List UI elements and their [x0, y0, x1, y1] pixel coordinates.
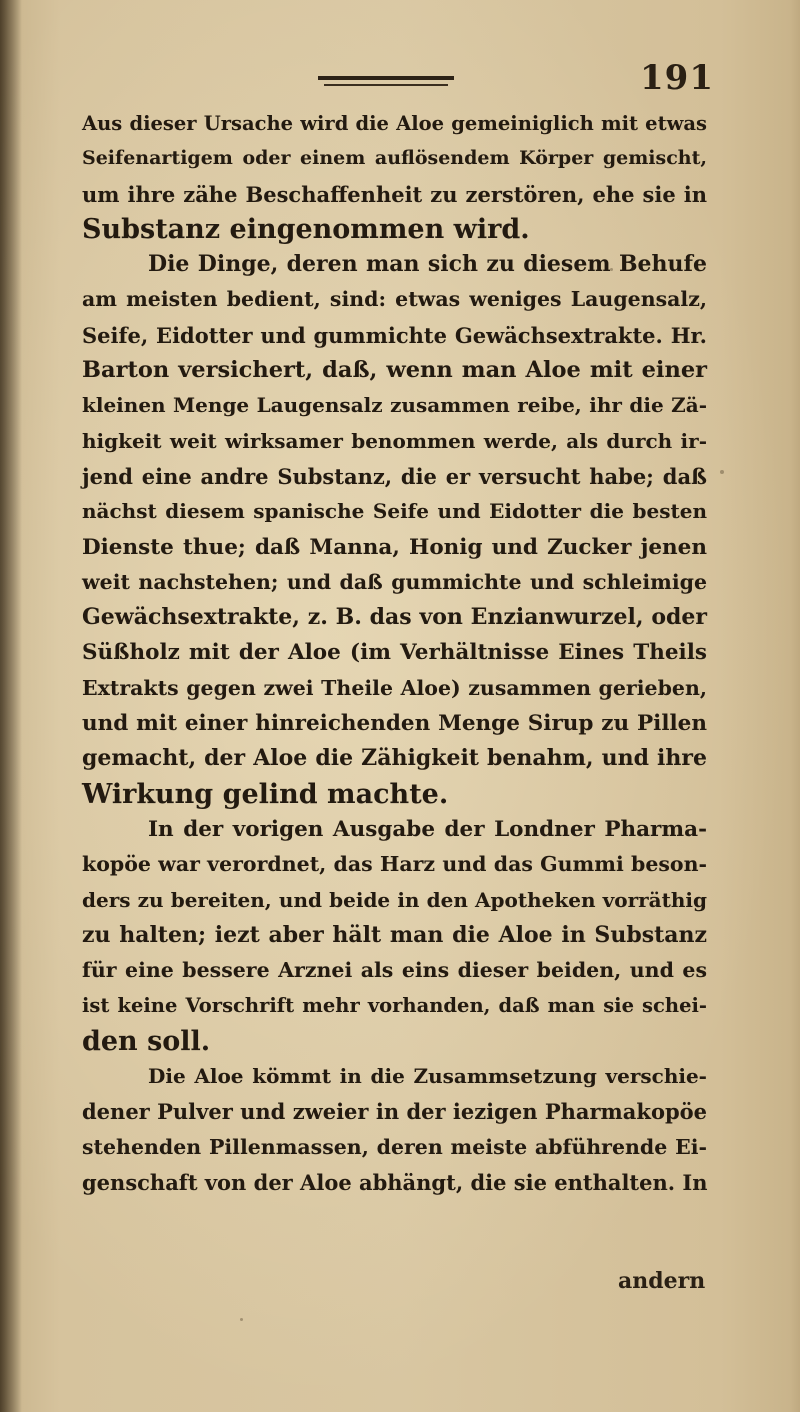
- text-line: Dienste thue; daß Manna, Honig und Zucker jenen: [82, 534, 707, 560]
- text-line: Extrakts gegen zwei Theile Aloe) zusammen gerieben,: [82, 675, 707, 700]
- text-line: In der vorigen Ausgabe der Londner Pharma-: [148, 816, 707, 842]
- text-line: Süßholz mit der Aloe (im Verhältnisse Eines Theils: [82, 640, 707, 666]
- text-line: um ihre zähe Beschaffenheit zu zerstören, ehe sie in: [82, 181, 707, 207]
- text-line: ist keine Vorschrift mehr vorhanden, daß man sie schei-: [82, 994, 707, 1018]
- header-rule: [318, 76, 454, 88]
- text-line: genschaft von der Aloe abhängt, die sie enthalten. In: [82, 1169, 708, 1195]
- text-line: stehenden Pillenmassen, deren meiste abführende Ei-: [82, 1134, 707, 1159]
- text-line: Barton versichert, daß, wenn man Aloe mit einer: [82, 357, 707, 384]
- text-line: Seifenartigem oder einem auflösendem Körper gemischt,: [82, 147, 707, 170]
- body-text: [82, 106, 707, 1200]
- text-line: ders zu bereiten, und beide in den Apotheken vorräthig: [82, 887, 707, 912]
- text-line: dener Pulver und zweier in der iezigen Pharmakopöe: [82, 1099, 707, 1125]
- text-line: kleinen Menge Laugensalz zusammen reibe, ihr die Zä-: [82, 393, 707, 418]
- text-line: nächst diesem spanische Seife und Eidotter die besten: [82, 499, 707, 524]
- text-line: jend eine andre Substanz, die er versucht habe; daß: [82, 463, 707, 489]
- text-line: und mit einer hinreichenden Menge Sirup zu Pillen: [82, 711, 707, 737]
- text-line: Wirkung gelind machte.: [82, 778, 449, 810]
- text-line: higkeit weit wirksamer benommen werde, als durch ir-: [82, 428, 707, 453]
- text-line: zu halten; iezt aber hält man die Aloe in Substanz: [82, 921, 707, 948]
- text-line: für eine bessere Arznei als eins dieser beiden, und es: [82, 958, 707, 983]
- text-line: Die Dinge, deren man sich zu diesem Behufe: [148, 251, 707, 278]
- spine-shadow: [0, 0, 22, 1412]
- text-line: am meisten bedient, sind: etwas weniges Laugensalz,: [82, 287, 707, 312]
- header-rule-thick: [318, 76, 454, 80]
- text-line: Substanz eingenommen wird.: [82, 213, 530, 245]
- text-line: den soll.: [82, 1025, 211, 1057]
- text-line: Seife, Eidotter und gummichte Gewächsextrakte. Hr.: [82, 322, 707, 348]
- paper-speck: [610, 268, 613, 271]
- paper-speck: [720, 470, 724, 474]
- text-line: gemacht, der Aloe die Zähigkeit benahm, und ihre: [82, 745, 707, 772]
- text-line: Gewächsextrakte, z. B. das von Enzianwurzel, oder: [82, 604, 707, 631]
- text-line: kopöe war verordnet, das Harz und das Gummi beson-: [82, 852, 707, 877]
- catchword: andern: [618, 1268, 706, 1294]
- paper-speck: [452, 832, 455, 835]
- page-number: 191: [640, 58, 714, 98]
- paper-speck: [240, 1318, 243, 1321]
- header-rule-thin: [324, 84, 448, 86]
- text-line: Aus dieser Ursache wird die Aloe gemeiniglich mit etwas: [82, 112, 707, 135]
- text-line: Die Aloe kömmt in die Zusammsetzung verschie-: [148, 1064, 707, 1089]
- text-line: weit nachstehen; und daß gummichte und schleimige: [82, 569, 707, 594]
